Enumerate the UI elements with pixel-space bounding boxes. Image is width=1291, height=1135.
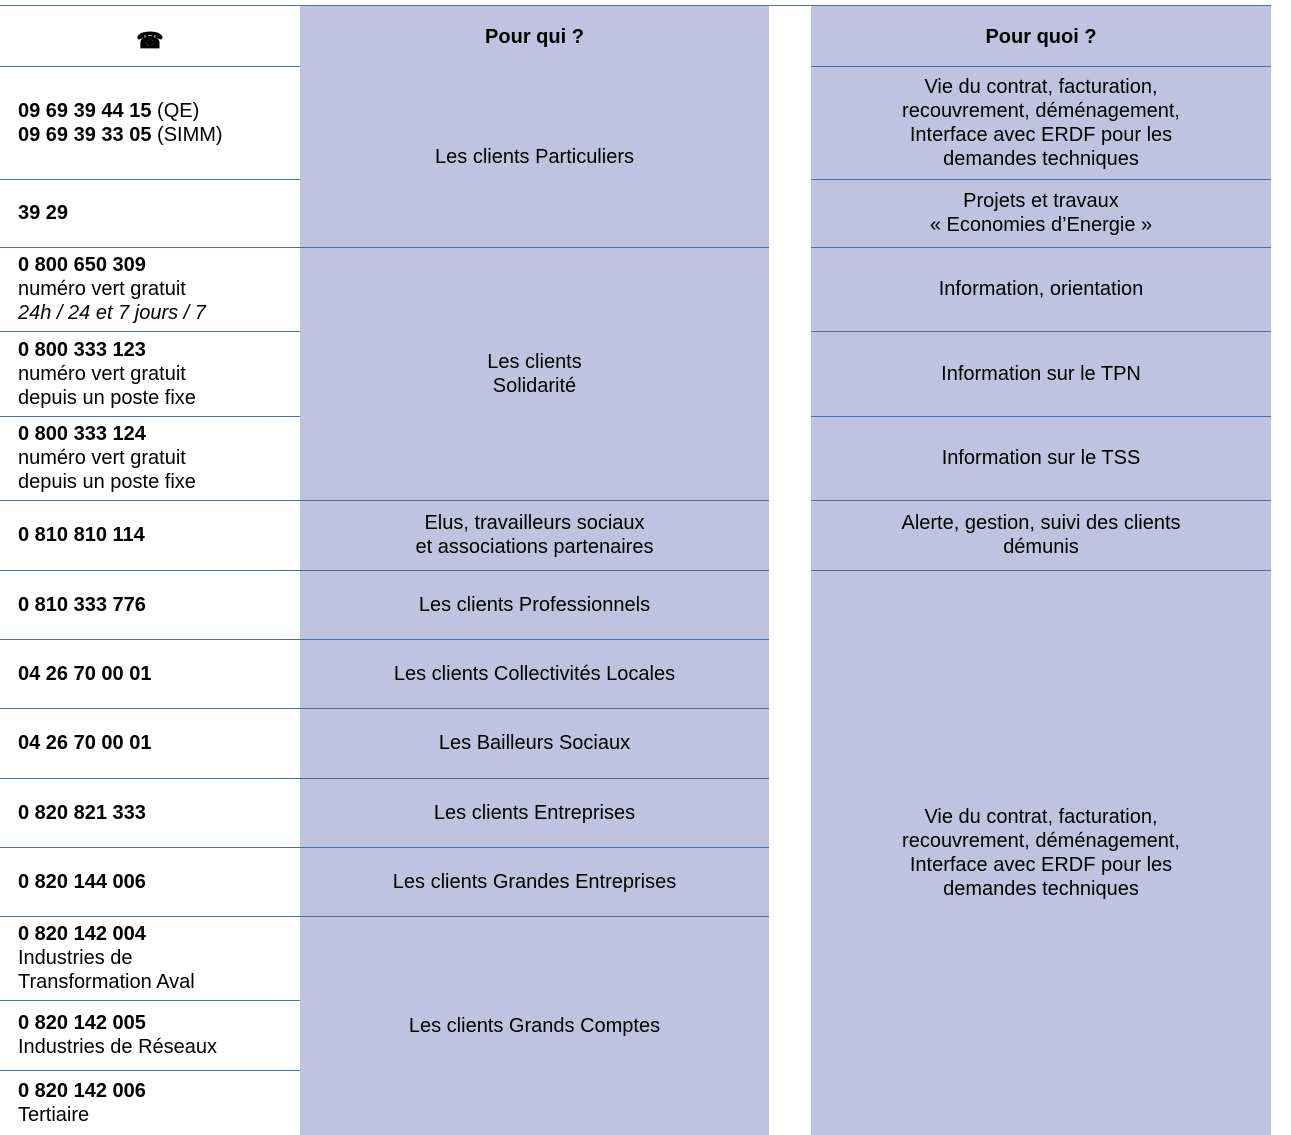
qui-elus: Elus, travailleurs sociaux et associations partenaires: [415, 512, 654, 558]
phone-number: 0 820 142 005: [18, 1012, 146, 1034]
quoi-projets: Projets et travaux « Economies d’Energie »: [929, 190, 1153, 236]
qui-professionnels: Les clients Professionnels: [418, 593, 651, 616]
qui-grands-comptes: Les clients Grands Comptes: [408, 1014, 661, 1037]
qui-particuliers: Les clients Particuliers: [435, 145, 634, 168]
phone-cell-energie: [0, 179, 300, 247]
quoi-info-tss: Information sur le TSS: [941, 447, 1141, 469]
phone-cell-elus: [0, 500, 300, 570]
quoi-info-tpn: Information sur le TPN: [941, 362, 1141, 385]
phone-number: 39 29: [18, 202, 69, 224]
phone-cell-solidarite-1: 0 800 650 309 numéro vert gratuit 24h / 24 et 7 jours / 7: [18, 254, 206, 324]
quoi-alerte: Alerte, gestion, suivi des clients démunis: [901, 512, 1181, 558]
phone-number: 0 820 142 006: [18, 1079, 146, 1102]
phone-number: 0 800 333 124: [18, 423, 146, 445]
qui-solidarite: Les clients Solidarité: [487, 350, 582, 397]
qui-collectivites: Les clients Collectivités Locales: [393, 662, 676, 685]
phone-cell-entreprises: [0, 778, 300, 847]
phone-number: 0 810 333 776: [18, 593, 146, 616]
phone-cell-professionnels: [0, 570, 300, 639]
qui-entreprises: Les clients Entreprises: [433, 801, 636, 824]
quoi-vie-contrat: Vie du contrat, facturation, recouvrement, déménagement, Interface avec ERDF pour les demandes techniques: [902, 75, 1180, 170]
phone-cell-grands-comptes-3: 0 820 142 006 Tertiaire: [18, 1079, 146, 1126]
phone-number: 0 820 142 004: [18, 923, 146, 945]
phone-cell-grandes-entreprises: [0, 847, 300, 916]
phone-cell-particuliers: 09 69 39 44 15 (QE) 09 69 39 33 05 (SIMM): [18, 99, 223, 146]
phone-cell-collectivites: [0, 639, 300, 708]
phone-number: 09 69 39 33 05: [18, 123, 152, 146]
phone-cell-solidarite-2: 0 800 333 123 numéro vert gratuit depuis un poste fixe: [18, 338, 196, 409]
phone-number: 0 800 333 123: [18, 338, 146, 361]
phone-number: 04 26 70 00 01: [18, 662, 152, 685]
telephone-icon: ☎: [136, 27, 164, 53]
phone-number: 0 820 144 006: [18, 870, 146, 893]
phone-cell-bailleurs: [0, 708, 300, 778]
pour-qui-header: Pour qui ?: [485, 26, 584, 48]
pour-quoi-header: Pour quoi ?: [985, 26, 1097, 48]
phone-number: 0 800 650 309: [18, 254, 146, 276]
phone-number: 04 26 70 00 01: [18, 732, 152, 754]
qui-bailleurs: Les Bailleurs Sociaux: [438, 732, 631, 754]
quoi-info-orientation: Information, orientation: [938, 278, 1144, 300]
phone-cell-grands-comptes-2: 0 820 142 005 Industries de Réseaux: [18, 1012, 218, 1058]
phone-cell-grands-comptes-1: 0 820 142 004 Industries de Transformation Aval: [18, 923, 195, 993]
phone-number: 09 69 39 44 15: [18, 99, 152, 122]
phone-number: 0 820 821 333: [18, 801, 146, 824]
phone-cell-solidarite-3: 0 800 333 124 numéro vert gratuit depuis un poste fixe: [18, 423, 196, 493]
quoi-vie-contrat-pro: Vie du contrat, facturation, recouvrement, déménagement, Interface avec ERDF pour les demandes techniques: [902, 805, 1180, 900]
qui-grandes-entreprises: Les clients Grandes Entreprises: [392, 870, 677, 893]
phone-header-cell: [0, 5, 300, 66]
phone-number: 0 810 810 114: [18, 524, 145, 546]
